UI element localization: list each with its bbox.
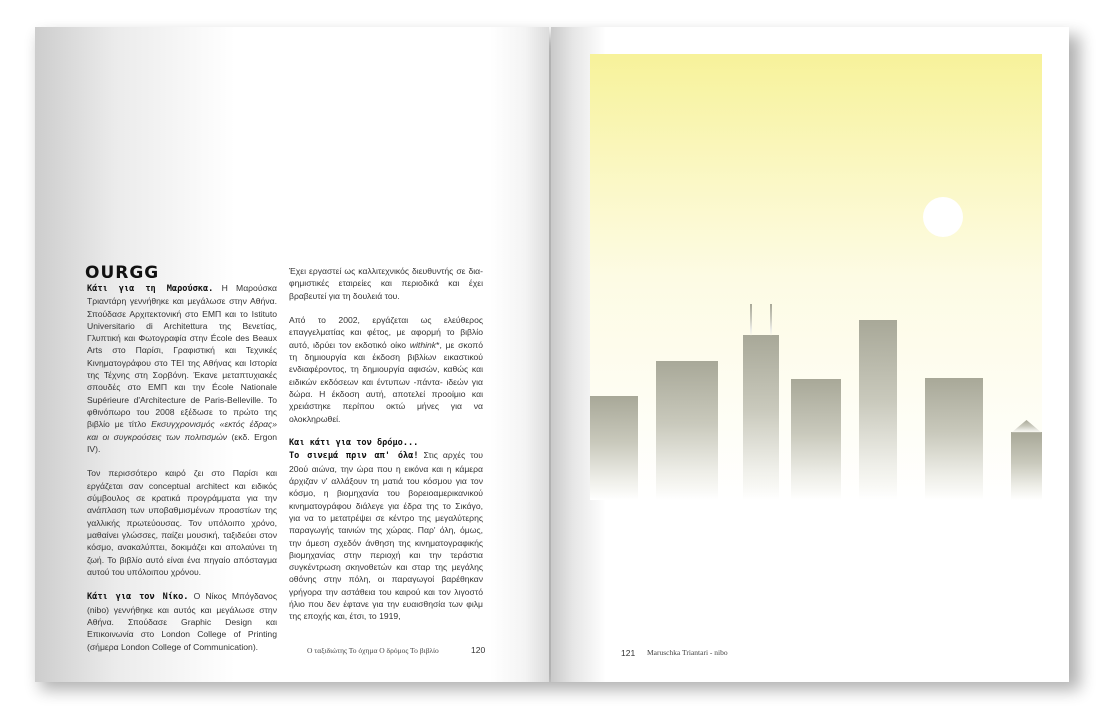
skyline-building — [1011, 432, 1042, 500]
text-column-right — [289, 265, 483, 635]
sun-icon — [923, 197, 963, 237]
running-footer-left: Ο ταξιδιώτης Το όχημα Ο δρόμος Το βιβλίο — [307, 646, 439, 655]
text-withink-b: *, με σκοπό τη δημιουργία και έκδοση βιβλίων εικαστικού ενδιαφέροντος, τη δημιουργία αφισών, καθώς και ειδικών εκδόσεων και έντυπων -πάντα- ιδεών για δώρα. Η έκδοση αυτή, αποτελεί προοίμιο και χρειάστηκε περίπου οκτώ μήνες για να ολοκληρωθεί. — [289, 339, 483, 424]
paragraph-withink — [289, 314, 483, 425]
lead-nikos: Κάτι για τον Νίκο. — [87, 592, 189, 603]
paragraph-career: Έχει εργαστεί ως καλλιτεχνικός διευθυντής σε δια-φημιστικές εταιρείες και περιοδικά και έχει βραβευτεί για τη δουλειά του. — [289, 266, 483, 301]
paragraph-nikos — [87, 590, 277, 652]
page-number-left: 120 — [471, 645, 486, 655]
skyline-building — [791, 379, 841, 500]
left-page — [35, 27, 549, 682]
skyline-roof — [1011, 420, 1042, 433]
text-withink-a: Από το 2002, εργάζεται ως ελεύθερος επαγγελματίας και φέτος, με αφορμή το βιβλίο αυτό, ιδρύει τον εκδοτικό οίκο — [289, 315, 483, 350]
paragraph-paris: Τον περισσότερο καιρό ζει στο Παρίσι και εργάζεται σαν conceptual architect και ειδικός σύμβουλος σε κρατικά προγράμματα για την ανάπλαση των υποβαθμισμένων προαστίων της γαλλικής πρωτεύουσας. Τον υπόλοιπο χρόνο, μαθαίνει γλώσσες, παίζει μουσική, ταξιδεύει στον κόσμο, ανακαλύπτει, δοκιμάζει και απολαύνει τη ζωή. Το βιβλίο αυτό είναι ένα πηγαίο απόσταγμα αυτού του υπόλοιπου χρόνου. — [87, 468, 277, 577]
skyline-building — [656, 361, 718, 500]
paragraph-maruska — [87, 282, 277, 455]
skyline-building — [859, 320, 897, 500]
lead-maruska: Κάτι για τη Μαρούσκα. — [87, 284, 214, 294]
skyline-antenna — [770, 304, 772, 336]
text-cinema: Στις αρχές του 20ού αιώνα, την ώρα που η εικόνα και η κάμερα άρχιζαν ν' αλλάξουν τη ματιά του κόσμου για τον κόσμο, η βιομηχανία του βορειοαμερικανικού κινηματογράφου διάλεγε για έδρα της το Σικάγο, για να το μετατρέψει σε κέντρο της μεγαλύτερης παραγωγής ταινιών της χώρας. Παρ' όλη, όμως, την άμεση σχεδόν άνθηση της κινηματογραφικής βιομηχανίας στην περιοχή και την τεράστια συγκέντρωση σκηνοθετών και σταρ της μεγάλης οθόνης στην πόλη, οι παραγωγοί βαρέθηκαν γρήγορα την αστάθεια του καιρού και τον λιγοστό ήλιο που δεν έφτανε για την ευαισθησία των φιλμ της εποχής και, έτσι, το 1919, — [289, 450, 483, 622]
lead-road: Και κάτι για τον δρόμο... — [289, 438, 419, 449]
skyline-building — [925, 378, 983, 500]
text-column-left — [87, 282, 277, 665]
paragraph-cinema — [289, 437, 483, 622]
skyline-antenna — [750, 304, 752, 336]
text-maruska-a: Η Μαρούσκα Τριαντάρη γεννήθηκε και μεγάλωσε στην Αθήνα. Σπούδασε Αρχιτεκτονική στο ΕΜΠ και το Istituto Universitario di Architettura της Βενετίας, Γλυπτική και Φωτογραφία στην École des Beaux Arts στο Παρίσι, Γραφιστική και Τεχνικές Κινηματογράφου στο ΤΕΙ της Αθήνας και Ιστορία της Τέχνης στη Σορβόνη. Έκανε μεταπτυχιακές σπουδές στο ΕΜΠ και την École Nationale Supérieure d'Architecture de Paris-Belleville. Το φθινόπωρο του 2008 εξέδωσε το πρώτο της βιβλίο με τίτλο — [87, 283, 277, 430]
book-title-italic: Εκσυγχρονισμός «εκτός έδρας» και οι συγκρούσεις των πολιτισμών — [87, 419, 277, 442]
text-maruska-b: (εκδ. Ergon IV). — [87, 431, 277, 454]
page-number-right: 121 — [621, 648, 636, 658]
running-footer-right: Maruschka Triantari - nibo — [647, 648, 728, 657]
text-nikos: Ο Νίκος Μπόγδανος (nibo) γεννήθηκε και αυτός και μεγάλωσε στην Αθήνα. Σπούδασε Graphic Design και Επικοινωνία στο London College of Printing (σήμερα London College of Communication). — [87, 591, 277, 652]
city-skyline-illustration — [590, 54, 1042, 500]
right-page — [551, 27, 1069, 682]
withink-italic: withink — [409, 339, 437, 350]
skyline-building — [590, 396, 638, 500]
skyline-building — [743, 335, 779, 500]
lead-cinema: Το σινεμά πριν απ' όλα! — [289, 451, 419, 462]
section-heading: OURGG — [85, 263, 160, 283]
